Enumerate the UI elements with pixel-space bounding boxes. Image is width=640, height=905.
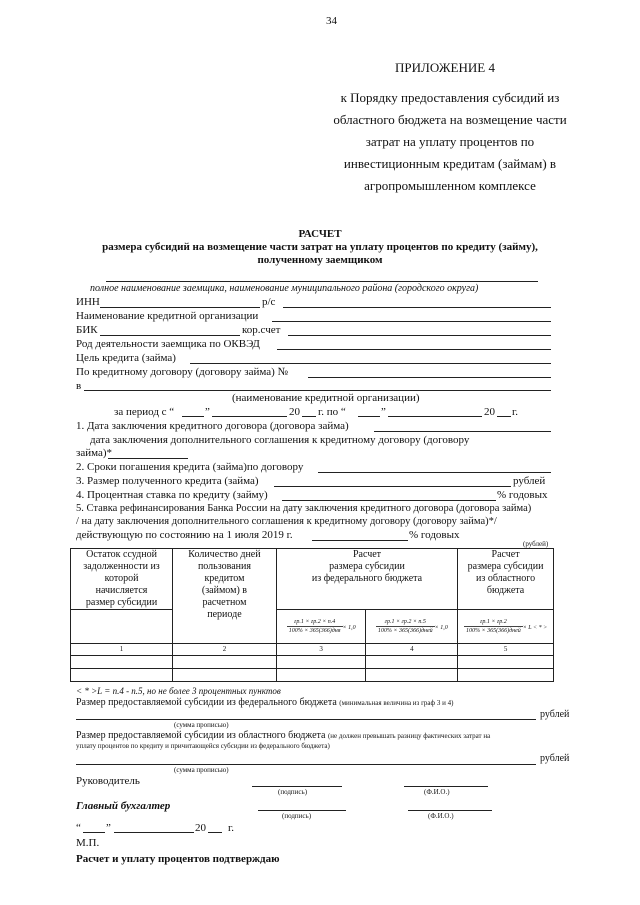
table-cell[interactable] xyxy=(366,669,458,682)
bank-caption: (наименование кредитной организации) xyxy=(232,392,420,404)
bik-label: БИК xyxy=(76,324,98,336)
item-3-unit: рублей xyxy=(513,475,546,487)
borrower-line[interactable] xyxy=(106,281,538,282)
item-5c-label: действующую по состоянию на 1 июля 2019 г. xyxy=(76,529,293,541)
period-to-day[interactable] xyxy=(358,416,380,417)
head-sign-caption: (подпись) xyxy=(278,788,308,796)
table-cell[interactable] xyxy=(458,669,554,682)
reg-subsidy-hint: уплату процентов по кредиту и причитающейся субсидии из федерального бюджета) xyxy=(76,742,330,750)
calc-subtitle-1: размера субсидий на возмещение части затрат на уплату процентов по кредиту (займу), xyxy=(102,241,538,253)
kor-field[interactable] xyxy=(288,335,551,336)
period-prefix: за период с “ xyxy=(114,406,175,418)
calc-title: РАСЧЕТ xyxy=(298,228,342,240)
note-l: < * >L = п.4 - п.5, но не более 3 процентных пунктов xyxy=(76,686,281,696)
subsidy-table xyxy=(70,548,554,682)
item-3-field[interactable] xyxy=(274,486,511,487)
reg-subsidy-label: Размер предоставляемой субсидии из областного бюджета (не должен превышать разницу фактических затрат на xyxy=(76,730,491,741)
col-num-3: 3 xyxy=(276,644,366,656)
purpose-field[interactable] xyxy=(190,363,551,364)
appendix-title: ПРИЛОЖЕНИЕ 4 xyxy=(395,60,495,75)
page-number: 34 xyxy=(326,15,337,27)
date-year: 20 xyxy=(195,822,206,834)
formula-federal-1: $\frac{гр.1 \times гр.2 \times п.4}{\text{100\% × 365(366)дня}}$ × 1,0 xyxy=(276,610,366,644)
confirm-label: Расчет и уплату процентов подтверждаю xyxy=(76,853,280,865)
item-1-field[interactable] xyxy=(374,431,551,432)
item-1b-label: дата заключения дополнительного соглашения к кредитному договору (договору xyxy=(90,434,470,446)
table-unit: (рублей) xyxy=(523,540,549,548)
mp-label: М.П. xyxy=(76,837,100,849)
col-num-5: 5 xyxy=(458,644,554,656)
bik-field[interactable] xyxy=(100,335,240,336)
okved-label: Род деятельности заемщика по ОКВЭД xyxy=(76,338,260,350)
accountant-sign-caption: (подпись) xyxy=(282,812,312,820)
date-quote-2: ” xyxy=(106,822,111,834)
reg-subsidy-unit: рублей xyxy=(540,753,570,764)
appendix-text: к Порядку предоставления субсидий из областного бюджета на возмещение части затрат на уплату процентов по инвестиционным кредитам (займам) в агропромышленном комплексе xyxy=(333,90,567,193)
table-cell[interactable] xyxy=(276,656,366,669)
header-regional: Расчет размера субсидии из областного бюджета xyxy=(458,549,554,610)
reg-subsidy-field[interactable] xyxy=(76,764,536,765)
table-cell[interactable] xyxy=(366,656,458,669)
okved-field[interactable] xyxy=(277,349,551,350)
item-2-field[interactable] xyxy=(318,472,551,473)
item-4-field[interactable] xyxy=(282,500,496,501)
accountant-sign-field[interactable] xyxy=(258,810,346,811)
header-balance-empty xyxy=(71,610,173,644)
item-2-label: 2. Сроки погашения кредита (займа)по договору xyxy=(76,461,304,473)
rs-field[interactable] xyxy=(283,307,551,308)
table-cell[interactable] xyxy=(173,656,277,669)
contract-label: По кредитному договору (договору займа) № xyxy=(76,366,289,378)
fed-subsidy-label: Размер предоставляемой субсидии из федерального бюджета (минимальная величина из граф 3 и 4) xyxy=(76,697,454,708)
item-1c-label: займа)* xyxy=(76,447,113,459)
kor-label: кор.счет xyxy=(242,324,281,336)
item-5-unit: % годовых xyxy=(409,529,460,541)
item-4-label: 4. Процентная ставка по кредиту (займу) xyxy=(76,489,268,501)
item-5b-label: / на дату заключения дополнительного соглашения к кредитному договору (договору займа)*/ xyxy=(76,516,497,527)
bank-name-field[interactable] xyxy=(272,321,551,322)
col-num-2: 2 xyxy=(173,644,277,656)
calc-subtitle-2: полученному заемщиком xyxy=(257,254,383,266)
date-month-field[interactable] xyxy=(114,832,194,833)
inn-field[interactable] xyxy=(100,307,260,308)
item-3-label: 3. Размер полученного кредита (займа) xyxy=(76,475,259,487)
formula-regional: $\frac{гр.1 \times гр.2}{\text{100\% × 365(366)дней}}$ × L < * > xyxy=(458,610,554,644)
fed-subsidy-field[interactable] xyxy=(76,719,536,720)
period-year-2: 20 xyxy=(484,406,495,418)
period-to-year[interactable] xyxy=(497,416,511,417)
accountant-fio-caption: (Ф.И.О.) xyxy=(428,812,454,820)
period-quote-2: ” xyxy=(381,406,386,418)
date-end: г. xyxy=(228,822,235,834)
item-1c-field[interactable] xyxy=(108,458,188,459)
period-end: г. xyxy=(512,406,519,418)
date-day-field[interactable] xyxy=(83,832,105,833)
rs-label: р/с xyxy=(262,296,276,308)
col-num-4: 4 xyxy=(366,644,458,656)
table-cell[interactable] xyxy=(71,656,173,669)
formula-federal-2: $\frac{гр.1 \times гр.2 \times п.5}{\text{100\% × 365(366)дней}}$ × 1,0 xyxy=(366,610,458,644)
fed-subsidy-unit: рублей xyxy=(540,709,570,720)
header-days: Количество дней пользования кредитом (займом) в расчетном периоде xyxy=(173,549,277,644)
head-label: Руководитель xyxy=(76,775,140,787)
period-year-1: 20 xyxy=(289,406,300,418)
table-cell[interactable] xyxy=(458,656,554,669)
item-5-field[interactable] xyxy=(312,540,408,541)
accountant-label: Главный бухгалтер xyxy=(76,800,171,812)
head-fio-caption: (Ф.И.О.) xyxy=(424,788,450,796)
bank-name-label: Наименование кредитной организации xyxy=(76,310,259,322)
item-1-label: 1. Дата заключения кредитного договора (договора займа) xyxy=(76,420,349,432)
header-balance: Остаток ссудной задолженности из которой начисляется размер субсидии xyxy=(71,549,173,610)
period-quote-1: ” xyxy=(205,406,210,418)
inn-label: ИНН xyxy=(76,296,100,308)
reg-subsidy-caption: (сумма прописью) xyxy=(174,766,229,774)
date-quote-1: “ xyxy=(76,822,81,834)
period-from-month[interactable] xyxy=(212,416,287,417)
period-from-year[interactable] xyxy=(302,416,316,417)
contract-field[interactable] xyxy=(308,377,551,378)
period-to-month[interactable] xyxy=(388,416,482,417)
period-mid: г. по “ xyxy=(318,406,346,418)
borrower-caption: полное наименование заемщика, наименование муниципального района (городского округа) xyxy=(90,283,479,294)
in-label: в xyxy=(76,380,82,392)
table-cell[interactable] xyxy=(173,669,277,682)
period-from-day[interactable] xyxy=(182,416,204,417)
fed-subsidy-caption: (сумма прописью) xyxy=(174,721,229,729)
table-cell[interactable] xyxy=(276,669,366,682)
item-5a-label: 5. Ставка рефинансирования Банка России на дату заключения кредитного договора (договора займа) xyxy=(76,503,532,514)
date-year-field[interactable] xyxy=(208,832,222,833)
header-federal: Расчет размера субсидии из федерального бюджета xyxy=(276,549,457,610)
purpose-label: Цель кредита (займа) xyxy=(76,352,176,364)
in-bank-field[interactable] xyxy=(84,390,551,391)
head-fio-field[interactable] xyxy=(404,786,488,787)
head-sign-field[interactable] xyxy=(252,786,342,787)
item-4-unit: % годовых xyxy=(497,489,548,501)
table-cell[interactable] xyxy=(71,669,173,682)
accountant-fio-field[interactable] xyxy=(408,810,492,811)
col-num-1: 1 xyxy=(71,644,173,656)
